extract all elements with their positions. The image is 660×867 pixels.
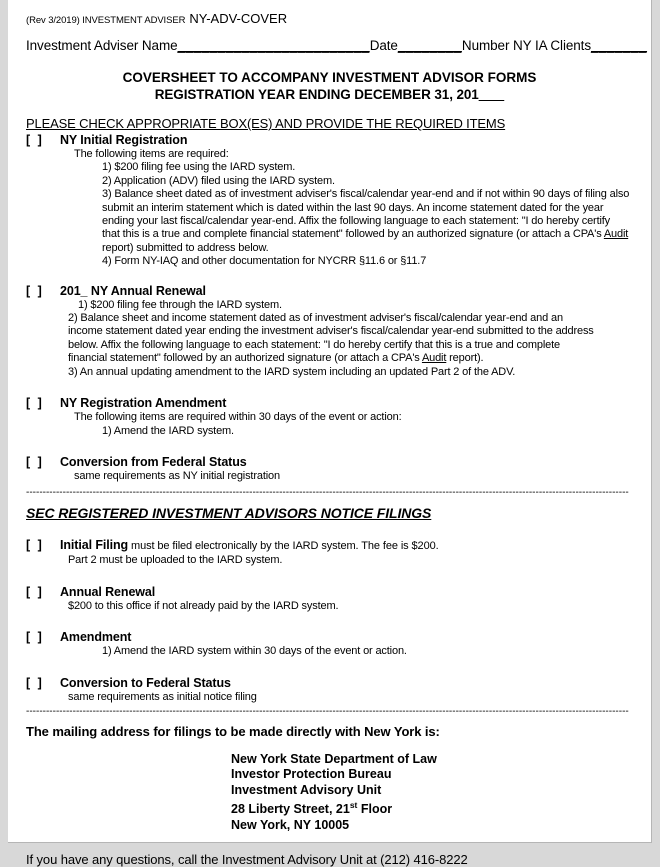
document-page <box>8 0 652 867</box>
ny-initial-item-3-line-1: 3) Balance sheet dated as of investment adviser's fiscal/calendar year-end and if not within 90 days of filing also <box>102 188 630 201</box>
form-code: NY-ADV-COVER <box>189 11 288 26</box>
ny-annual-year: 201_ <box>60 283 88 298</box>
ny-initial-item-3-line-4-text: that this is a true and complete financial statement" followed by an authorized signature (or attach a CPA's <box>102 228 604 241</box>
spacer <box>26 379 633 395</box>
section-amendment <box>26 629 633 658</box>
ny-amendment-item-1: 1) Amend the IARD system. <box>102 424 234 437</box>
amendment-heading: Amendment <box>60 630 132 645</box>
address-line-1: New York State Department of Law <box>231 751 437 766</box>
spacer <box>26 568 633 584</box>
checkbox-ny-initial-registration[interactable]: [ ] <box>26 133 44 147</box>
conversion-to-federal-heading: Conversion to Federal Status <box>60 675 231 690</box>
conversion-from-federal-note: same requirements as NY initial registration <box>74 469 280 482</box>
checkbox-ny-registration-amendment[interactable]: [ ] <box>26 396 44 411</box>
conversion-to-federal-note: same requirements as initial notice filing <box>68 690 257 703</box>
ny-annual-item-2-line-4 <box>68 352 633 365</box>
checkbox-annual-renewal[interactable]: [ ] <box>26 584 44 599</box>
ny-annual-heading-row <box>26 283 633 299</box>
section-ny-annual-renewal <box>26 283 633 379</box>
ny-initial-item-3-line-3: ending your last fiscal/calendar year-end. Affix the following language to each statement: "I do hereby certify <box>102 215 611 228</box>
ny-annual-item-2-line-4-tail: report). <box>446 352 484 365</box>
address-line-5: New York, NY 10005 <box>231 818 350 833</box>
spacer <box>26 438 633 454</box>
ny-initial-item-4: 4) Form NY-IAQ and other documentation for NYCRR §11.6 or §11.7 <box>102 255 427 268</box>
section-initial-filing <box>26 537 633 567</box>
ny-initial-heading: NY Initial Registration <box>60 133 188 147</box>
ny-initial-item-3-line-2: submit an interim statement which is dated within the last 90 days. An income statement dated for the year <box>102 201 604 214</box>
address-line-4-sup: st <box>349 800 358 811</box>
ny-annual-item-2-line-3: below. Affix the following language to each statement: "I do hereby certify that this is a true and complete <box>68 338 560 351</box>
adviser-name-blank[interactable]: ________________________ <box>177 38 370 53</box>
ny-initial-item-3-line-5: report) submitted to address below. <box>102 241 269 254</box>
ny-amendment-intro: The following items are required within 30 days of the event or action: <box>74 411 402 424</box>
section-ny-registration-amendment <box>26 395 633 438</box>
audit-underline-1: Audit <box>603 228 629 241</box>
ny-annual-item-2-line-1: 2) Balance sheet and income statement dated as of investment adviser's fiscal/calendar year-end and an <box>68 312 563 325</box>
section-annual-renewal <box>26 584 633 613</box>
checkbox-initial-filing[interactable]: [ ] <box>26 538 44 553</box>
section-ny-initial-registration <box>26 132 633 269</box>
ny-initial-item-1: 1) $200 filing fee using the IARD system. <box>102 161 296 174</box>
checkbox-conversion-from-federal[interactable]: [ ] <box>26 454 44 469</box>
clients-blank[interactable]: _______ <box>590 38 648 53</box>
conversion-from-federal-heading: Conversion from Federal Status <box>60 454 247 469</box>
clients-label: Number NY IA Clients <box>461 38 591 53</box>
ny-initial-heading-row <box>26 132 633 148</box>
questions-line: If you have any questions, call the Investment Advisory Unit at (212) 416-8222 <box>26 851 468 867</box>
adviser-info-line <box>26 38 648 53</box>
spacer <box>26 659 633 675</box>
conversion-from-federal-heading-row <box>26 454 633 470</box>
ny-initial-intro: The following items are required: <box>74 148 229 160</box>
section-conversion-to-federal <box>26 675 633 704</box>
page-content <box>8 0 651 867</box>
annual-renewal-heading: Annual Renewal <box>60 584 156 599</box>
address-line-2: Investor Protection Bureau <box>231 767 392 782</box>
revision-label: (Rev 3/2019) INVESTMENT ADVISER <box>26 15 186 26</box>
page-title <box>26 69 633 103</box>
ny-annual-item-2-line-2: income statement dated year ending the investment adviser's fiscal/calendar year-end submitted to the address <box>68 325 594 338</box>
initial-filing-heading: Initial Filing <box>60 538 129 553</box>
spacer <box>26 498 633 502</box>
title-line-1: COVERSHEET TO ACCOMPANY INVESTMENT ADVISOR FORMS <box>122 70 537 85</box>
initial-filing-line-2: Part 2 must be uploaded to the IARD system. <box>68 554 283 567</box>
ny-initial-item-2: 2) Application (ADV) filed using the IARD system. <box>102 174 335 187</box>
spacer <box>26 269 633 283</box>
address-line-4-post: Floor <box>357 802 393 817</box>
ny-initial-item-3-line-4 <box>102 228 633 241</box>
annual-renewal-heading-row <box>26 584 633 600</box>
ny-amendment-heading: NY Registration Amendment <box>60 396 227 411</box>
address-line-4 <box>231 798 633 818</box>
ny-amendment-heading-row <box>26 395 633 411</box>
mailing-address <box>231 752 633 834</box>
annual-renewal-note: $200 to this office if not already paid by the IARD system. <box>68 599 339 612</box>
date-blank[interactable]: ________ <box>397 38 462 53</box>
checkbox-conversion-to-federal[interactable]: [ ] <box>26 675 44 690</box>
spacer <box>26 613 633 629</box>
initial-filing-heading-rest: must be filed electronically by the IARD system. The fee is $200. <box>128 540 439 553</box>
date-label: Date <box>369 38 398 53</box>
checkbox-ny-annual-renewal[interactable]: [ ] <box>26 283 44 298</box>
ny-annual-heading: NY Annual Renewal <box>90 283 206 298</box>
divider-rule-1: ------------------------------------------------------------------------------------------------------------------------------------------------------------------------------------- <box>26 487 629 499</box>
ny-annual-item-1: 1) $200 filing fee through the IARD system. <box>78 298 282 311</box>
checkbox-amendment[interactable]: [ ] <box>26 630 44 645</box>
title-line-2-text: REGISTRATION YEAR ENDING DECEMBER 31, 201 <box>154 87 479 102</box>
revision-line <box>26 12 633 28</box>
amendment-item-1: 1) Amend the IARD system within 30 days of the event or action. <box>102 645 407 658</box>
ny-annual-item-3: 3) An annual updating amendment to the IARD system including an updated Part 2 of the ADV. <box>68 365 516 378</box>
initial-filing-heading-row <box>26 537 633 554</box>
section-conversion-from-federal <box>26 454 633 483</box>
amendment-heading-row <box>26 629 633 645</box>
sec-section-heading: SEC REGISTERED INVESTMENT ADVISORS NOTICE FILINGS <box>26 505 432 522</box>
mailing-intro: The mailing address for filings to be made directly with New York is: <box>26 723 440 739</box>
audit-underline-2: Audit <box>421 352 447 365</box>
spacer <box>26 521 633 537</box>
instruction-text: PLEASE CHECK APPROPRIATE BOX(ES) AND PROVIDE THE REQUIRED ITEMS <box>26 116 506 131</box>
address-line-4-pre: 28 Liberty Street, 21 <box>231 802 350 817</box>
conversion-to-federal-heading-row <box>26 675 633 691</box>
adviser-name-label: Investment Adviser Name <box>26 38 178 53</box>
title-line-2 <box>26 86 633 103</box>
ny-annual-item-2-line-4-text: financial statement" followed by an authorized signature (or attach a CPA's <box>68 352 422 365</box>
address-line-3: Investment Advisory Unit <box>231 782 382 797</box>
title-year-blank[interactable]: ___ <box>478 87 505 102</box>
divider-rule-2: ------------------------------------------------------------------------------------------------------------------------------------------------------------------------------------- <box>26 705 629 717</box>
